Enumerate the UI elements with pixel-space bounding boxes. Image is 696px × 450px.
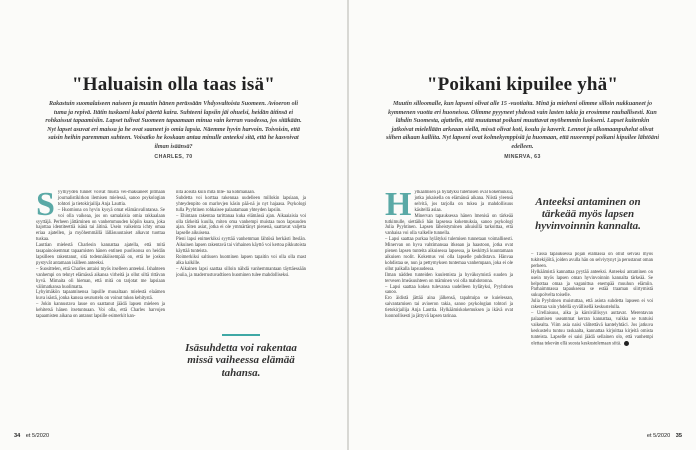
dropcap-h: H bbox=[385, 190, 412, 223]
right-body-text-1: ylkäämisen ja hylätyksi tulemisen oval kokemuksia, jotka jokaisella on elämänsä aikana. Niistä yleensä selvitä, jos tarjolla on tukea ja mahdollisuus käsitellä asiaa. Minervan tapauksessa hänen lmenisä on tärkeää tutkimulle, siettäikö hän lapsensa kokemuksia, sanoo psykologi Julia Pyyhtinen. Lapsen läheistyminen aikuisillä tarkoittaa, että vanhaisa voi olla valkelle tunnella. – Lapsi saattaa purkaa hylätyksi tulemisen tunnetaan voimallisesti. Minervan on hyva vahtimansaa itkeaan ja haastoon, jotka ovat pienen lapsen tunteita aikuisessa lapsessa, ja keskittyä kuuntamaan aikuisen roolit. Kokemus voi olla lapselle puhdistava. Hänvaa kohdistaa se, nun ja pettymyksen tuntemaa vanhempaan, joka ei ole ollut paikalla lapsuudessa. Ilman nädden tunteiden kuulemista ja hyväksymistä suuden ja tervesen lmeäsuuhteen on mäminen voi olla mahdotonna. – Lapsi saattaa kokea tulevansa uudelleen hylätyksi, Pyyhtinen sanoo. Ero äidistä jättää aina jälkensä, tapahtuipa se kuielessan, saivantamisen tai avioeron takia, sanoo psykologian tohtori ja tietokirjailija Anja Lauttia. Hylkäämiskokemuksen ja ikävä ovat luonnollisesti ja jättyvä lapsen tarinaa. bbox=[385, 190, 513, 320]
right-signature: MINERVA, 63 bbox=[504, 153, 541, 160]
right-page bbox=[349, 0, 696, 450]
right-column-2 bbox=[531, 252, 653, 420]
left-body-text-2: nitä aoisita kuin mitä lille- nä kohmanaan. Subdetta voi korttaa rakennaa uudelleen millokin lapsiaan, ja yhteydenpito on marlovjen käsin pää-nä jo nyt hajaasa. Psykologi tulla Pyyhtinen rohkaisee palaatamaan yhteyden lapsiin. – Ehintaan rakentaa tarittanaa kuka elämässä ajan. Aikaaiaisia voi olla tärkeitä kuulla, miten oma vanhempi muistaa tuon lapsuuden ajan. Siten asiat, jotka ei ole ymmärtänyt pienenä, saattavat valjetta lapselle aikuisena. Pieni lapsi enimerkiksi syyttää vanhemman lähtösä herkästi Iteslän. Aikuinen lapsen rakentavä tai virhainen käyttö voi kertoa pikkutoista käyttää tunteista. Roimerkiksi saltiusen huominen lapsen tapaitin voi olla olla mast alka kalkille. – Aikainen lapsi saattaa silloin nähdä vanhemmantaan täyttäessään jouiia, ja maderrustuvadtioen huominen tulee mahdolliseksi. bbox=[176, 190, 306, 278]
left-page bbox=[0, 0, 347, 450]
right-lead-text: Muutin silloomalle, kun lapseni olivat alle 15 -vuotiaita. Minä ja mieheni olimme silloin nukkuaneet jo kymmenen vuotta eri huoneissa. Olimme pyyyneet yhdessä vain lasten takia ja erosimme rauhallisesti. Kun lähdin Suomesta, ajattelin, että muutamat poikani muuttavat myöhemmin luokseni. Lapset kuitenkin jatkoivat mielellään arkeaan siellä, missä olivat koti, koulu ja kaverit. Lennot ja ulkomaanpuhelut olivat siihen aikaan kalliita. Nyt lapseni ovat kolmekymppisiä ja huomaan, että nuorempi poikani kipuilee lähtöäni edelleen. bbox=[385, 101, 660, 150]
right-lead-quote bbox=[385, 100, 660, 161]
left-column-1 bbox=[36, 190, 165, 422]
left-page-number: 34 bbox=[14, 433, 21, 439]
left-publication: et 5/2020 bbox=[25, 433, 50, 439]
left-column-2 bbox=[176, 190, 306, 310]
left-lead-quote bbox=[42, 100, 305, 161]
right-page-number: 35 bbox=[675, 433, 682, 439]
right-publication: et 5/2020 bbox=[646, 433, 671, 439]
left-body-text-1: yylliyyden tunnet voivat musta vei-maksaneet pitmaan journalistikirkon ilemisen mielessä, sanoo psykologian tohtori ja tietokirjailija Anja Lauttia. – Huomiona on hyvin kysyä omat elämänvalintansa. Se voi olla vaikeaa, jos on samalaisia omia rakkaalaan syyttäjä. Perheen jättäminen on vanhemmuuden köpiin kuara, joka hajottaa identiteettiä isänä tai äitinä. Usein vaikeinta ichty omaa eriaa ajatellen, ja myöhemmällä lälläsuuutaiset alkavat tuottaa tuskaa. Lauttian mielestä Charlesin kannattaa ajatella, että mitä tasapainoisemmat tapaamisten hänen entinen puolisonsa on heidän lapsilleen rakentanut, sitä todennäköisempää on, että he joskus pystyvät antamaan isälleen anteeksi. – Suosittelen, että Charles antaisi myös itselleen anteeksi. Ishahteen vanhempi on tehnyt elämässä aikansa virheitä ja ollut siltä rittävan hyvä. Mimaita oli hieman, että mitä on tarjotat me lapsiaan välimatkansa huolimatta. Lyhyimäkön tapaaminensa lapsille muualtaan mielestä elaämen kuva isästä, jonka kanssa seurustelu on voinut tukea kehitystä. – Jokin kannustava lause on saattanut jäädä lapsen mieleen ja kehitetsä hänen itsetuntoaan. Voi olla, että Charles harvojen tapaamisten aikana on antanut lapsille esimerkit kan- bbox=[36, 190, 165, 320]
left-signature: CHARLES, 70 bbox=[154, 153, 193, 160]
left-page-title: "Haluaisin olla taas isä" bbox=[72, 74, 275, 95]
left-folio bbox=[14, 433, 49, 439]
pull-quote: Isäsuhdetta voi rakentaa missä vaiheessa elämää tahansa. bbox=[185, 342, 297, 379]
end-mark-icon bbox=[624, 341, 629, 346]
right-page-title: "Poikani kipuilee yhä" bbox=[426, 74, 619, 95]
right-folio bbox=[647, 433, 682, 439]
left-lead-text: Rakastuin suomalaiseen naiseen ja muutin hänen perässään Vhdysvaltoista Suomeen. Avioeron oli tuma ja repivä. Itätin tuskaeni kaksi päertä kaira. Suhteeni lapsiin jäi ohuelsi, heidän äitinsä ei rohkaissut tapaamisiin. Lapset tulivat Suomeen tapaamaan minua vain kerran vuodessa, jos sitäkään. Nyt lapset asuvat eri maissa ja he ovat saaneet jo omia lapsia. Näemme hyvin harvoin. Toivoisin, että saisin heihin paremman suhteen. Voisatko he koskaan antaa minulle anteeksi sitä, että he kasvoivat ilman isäänsä? bbox=[45, 101, 302, 150]
pull-quote-bar bbox=[222, 334, 260, 336]
sidebar-heading: Anteeksi antaminen on tärkeää myös lapsen hyvinvoinnin kannalta. bbox=[535, 196, 641, 233]
right-body-text-2: – Tässä tapauksessa pojan elämässä on ollut selväsi myös tukitekijöitä, joiden avulla hän on selviytynyt ja perustanut oman perheen. Hylkäämistä kannattaa pyytää anteeksi. Anteeksi antaminen on usein myös lapsen oman hyvinvoinnin kannalta tärkeää. Se helpottaa omaa ja vaganittua enempää muuhun elämiin. Parhaimmassa tapauksessa se estää traaman siirtymistä sukupolvelta toiselle. Julia Pyyhtinen muistuttaa, että asiota suhdetta lapseen ei voi rakentaa vain yhdellä syvällisellä keskustelulla. – Urellaisuus, aika ja kärsivällisyys auttavat. Merentavan palaamisen useammat kerran kannattaa, vaikka se tuntuisi vaikealta. Viim asia naisi välitettävä kantelyhtäci. Jos jatkuva keskustelu tuntuu raskaalta, kannattaa kirjoittaa kirjeitä omista tunteista. Lapselle ei saisi jäädä sellainen olo, että vanhempi olettaa tekevän ellä suosta keskustelemaan siitä. bbox=[531, 252, 653, 347]
dropcap-s: S bbox=[36, 190, 55, 223]
right-column-1 bbox=[385, 190, 513, 422]
